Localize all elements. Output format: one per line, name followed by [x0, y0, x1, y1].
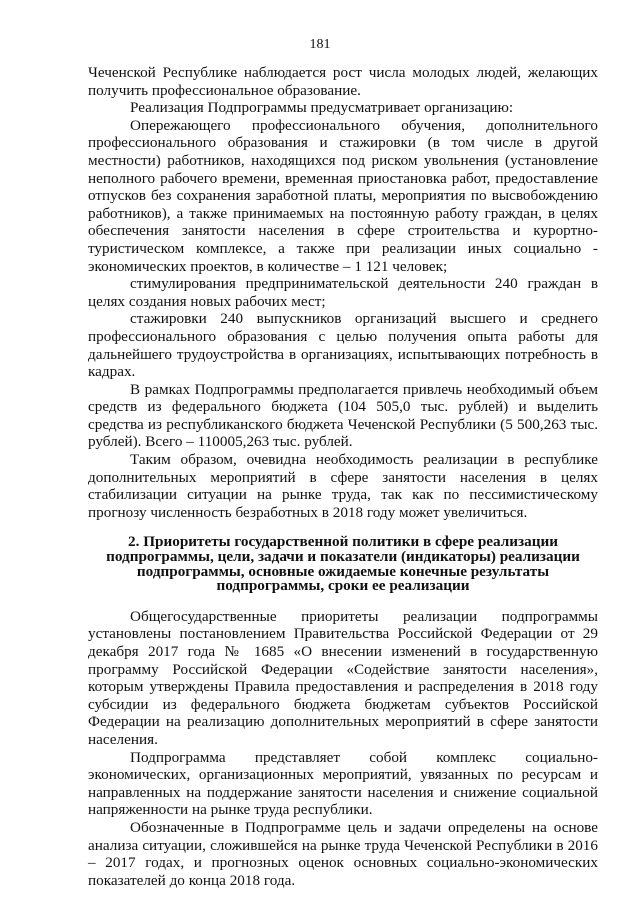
- paragraph-advanced-training: Опережающего профессионального обучения, дополнительного профессионального образования и стажировки (в том числе в другой местности) работников, находящихся под риском увольнения (установление неполного рабочего времени, временная приостановка работ, предоставление отпусков без сохранения заработной платы, мероприятия по высвобождению работников), а также принимаемых на постоянную работу граждан, в целях обеспечения занятости населения в сфере строительства и курортно-туристическом комплексе, а также при реализации иных социально - экономических проектов, в количестве – 1 121 человек;: [88, 116, 598, 275]
- top-paragraphs: [88, 64, 598, 521]
- paragraph-conclusion: Таким образом, очевидна необходимость реализации в республике дополнительных мероприятий в сфере занятости населения в целях стабилизации ситуации на рынке труда, так как по пессимистическому прогнозу численность безработных в 2018 году может увеличиться.: [88, 451, 598, 521]
- paragraph-continuation: Чеченской Республике наблюдается рост числа молодых людей, желающих получить профессиональное образование.: [88, 64, 598, 99]
- paragraph-priorities: Общегосударственные приоритеты реализации подпрограммы установлены постановлением Правительства Российской Федерации от 29 декабря 2017 года № 1685 «О внесении изменений в государственную программу Российской Федерации «Содействие занятости населения», которым утверждены Правила предоставления и распределения в 2018 году субсидии из федерального бюджета бюджетам субъектов Российской Федерации на реализацию дополнительных мероприятий в сфере занятости населения.: [88, 607, 598, 748]
- bottom-paragraphs: [88, 608, 598, 890]
- paragraph-goals-basis: Обозначенные в Подпрограмме цель и задачи определены на основе анализа ситуации, сложившейся на рынке труда Чеченской Республики в 2016 – 2017 годах, и прогнозных оценок основных социально-экономических показателей до конца 2018 года.: [88, 818, 598, 889]
- section-heading: 2. Приоритеты государственной политики в сфере реализации подпрограммы, цели, задачи и показатели (индикаторы) реализации подпрограммы, основные ожидаемые конечные результаты подпрограммы, сроки ее реализации: [106, 533, 580, 595]
- page-content: [88, 64, 598, 889]
- paragraph-subprogram-organization: Реализация Подпрограммы предусматривает организацию:: [130, 99, 514, 117]
- paragraph-internships: стажировки 240 выпускников организаций высшего и среднего профессионального образования с целью получения опыта работы для дальнейшего трудоустройства в организациях, испытывающих потребность в кадрах.: [88, 310, 598, 381]
- paragraph-subprogram-complex: Подпрограмма представляет собой комплекс социально-экономических, организационных мероприятий, увязанных по ресурсам и направленных на поддержание занятости населения и снижение социальной напряженности на рынке труда республики.: [88, 748, 598, 819]
- paragraph-entrepreneurship: стимулирования предпринимательской деятельности 240 граждан в целях создания новых рабочих мест;: [88, 275, 598, 310]
- page-number: 181: [309, 37, 331, 52]
- paragraph-funding: В рамках Подпрограммы предполагается привлечь необходимый объем средств из федерального бюджета (104 505,0 тыс. рублей) и выделить средства из республиканского бюджета Чеченской Республики (5 500,263 тыс. рублей). Всего – 110005,263 тыс. рублей.: [88, 380, 598, 451]
